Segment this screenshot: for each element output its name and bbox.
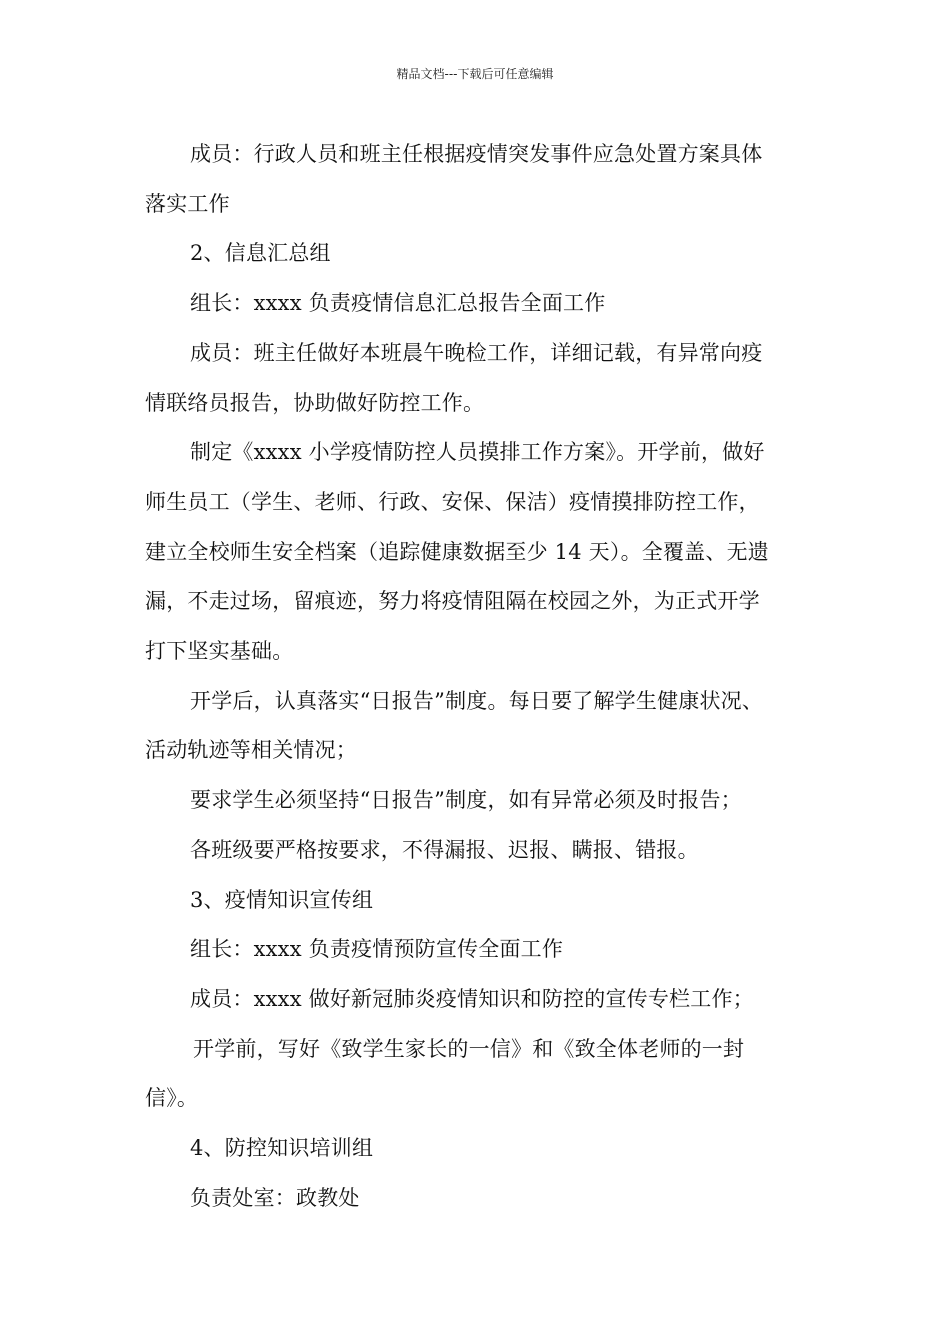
text-line: 成员：行政人员和班主任根据疫情突发事件应急处置方案具体 [190, 142, 763, 166]
text-line: 打下坚实基础。 [145, 639, 294, 664]
text-line: 情联络员报告，协助做好防控工作。 [145, 390, 485, 415]
text-line: 信》。 [145, 1086, 199, 1111]
section-heading: 2、信息汇总组 [190, 241, 331, 266]
text-line: 活动轨迹等相关情况； [145, 738, 357, 763]
text-line: 组长：xxxx 负责疫情预防宣传全面工作 [190, 937, 564, 962]
text-line: 各班级要严格按要求，不得漏报、迟报、瞒报、错报。 [190, 837, 699, 862]
text-line: 落实工作 [145, 191, 230, 216]
text-line: 成员：班主任做好本班晨午晚检工作，详细记载，有异常向疫 [190, 340, 763, 365]
text-line: 组长：xxxx 负责疫情信息汇总报告全面工作 [190, 291, 606, 316]
document-body [145, 130, 815, 1223]
text-line: 师生员工（学生、老师、行政、安保、保洁）疫情摸排防控工作， [145, 489, 760, 514]
text-line: 成员：xxxx 做好新冠肺炎疫情知识和防控的宣传专栏工作； [190, 986, 754, 1011]
text-line: 制定《xxxx 小学疫情防控人员摸排工作方案》。开学前，做好 [190, 440, 765, 465]
page-header: 精品文档---下载后可任意编辑 [396, 67, 554, 81]
text-line: 开学前，写好《致学生家长的一信》和《致全体老师的一封 [193, 1036, 745, 1061]
text-line: 建立全校师生安全档案（追踪健康数据至少 14 天）。全覆盖、无遗 [145, 539, 769, 564]
section-heading: 4、防控知识培训组 [190, 1136, 374, 1161]
text-line: 开学后，认真落实“日报告”制度。每日要了解学生健康状况、 [190, 688, 764, 713]
text-line: 漏，不走过场，留痕迹，努力将疫情阻隔在校园之外，为正式开学 [145, 589, 760, 614]
section-heading: 3、疫情知识宣传组 [190, 887, 374, 912]
text-line: 要求学生必须坚持“日报告”制度，如有异常必须及时报告； [190, 788, 742, 813]
text-line: 负责处室：政教处 [190, 1185, 360, 1210]
